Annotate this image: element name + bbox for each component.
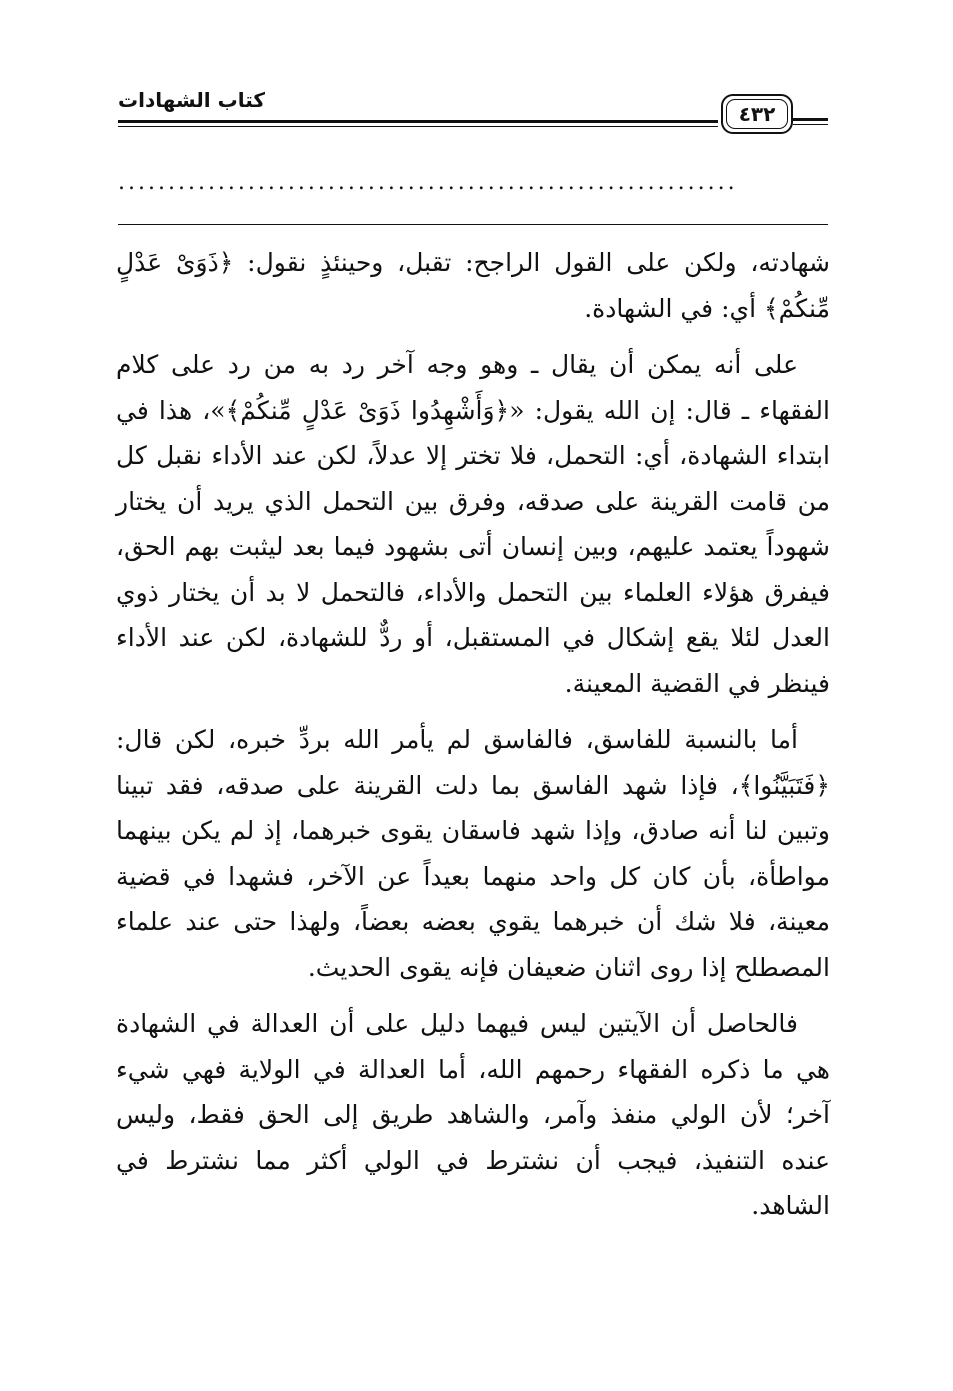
page-number-frame [721, 94, 793, 134]
header-rule-thin [118, 126, 718, 127]
page-number: ٤٣٢ [738, 102, 776, 126]
book-title: كتاب الشهادات [118, 88, 271, 112]
paragraph-3: أما بالنسبة للفاسق، فالفاسق لم يأمر الله بردِّ خبره، لكن قال: ﴿فَتَبَيَّنُوا﴾، فإذا شهد الفاسق بما دلت القرينة على صدقه، فقد تبينا وتبين لنا أنه صادق، وإذا شهد فاسقان يقوى خبرهما، إذ لم يكن بينهما مواطأة، بأن كان كل واحد منهما بعيداً عن الآخر، فشهدا في قضية معينة، فلا شك أن خبرهما يقوي بعضه بعضاً، ولهذا حتى عند علماء المصطلح إذا روى اثنان ضعيفان فإنه يقوى الحديث. [116, 725, 830, 982]
page-header [118, 88, 828, 138]
header-rule-right-thin [793, 124, 828, 125]
header-rule-right [793, 118, 828, 121]
dotted-line: .............................................................. [118, 172, 738, 194]
body-text [116, 240, 830, 1229]
separator-rule [118, 224, 828, 225]
paragraph-4: فالحاصل أن الآيتين ليس فيهما دليل على أن العدالة في الشهادة هي ما ذكره الفقهاء رحمهم الله، أما العدالة في الولاية فهي شيء آخر؛ لأن الولي منفذ وآمر، والشاهد طريق إلى الحق فقط، وليس عنده التنفيذ، فيجب أن نشترط في الولي أكثر مما نشترط في الشاهد. [116, 1009, 830, 1220]
paragraph-2: على أنه يمكن أن يقال ـ وهو وجه آخر رد به من رد على كلام الفقهاء ـ قال: إن الله يقول: «﴿وَأَشْهِدُوا ذَوَىْ عَدْلٍ مِّنكُمْ﴾»، هذا في ابتداء الشهادة، أي: التحمل، فلا تختر إلا عدلاً، لكن عند الأداء نقبل كل من قامت القرينة على صدقه، وفرق بين التحمل الذي يريد أن يختار شهوداً يعتمد عليهم، وبين إنسان أتى بشهود فيما بعد ليثبت بهم الحق، فيفرق هؤلاء العلماء بين التحمل والأداء، فالتحمل لا بد أن يختار ذوي العدل لئلا يقع إشكال في المستقبل، أو ردٌّ للشهادة، لكن عند الأداء فينظر في القضية المعينة. [116, 350, 830, 698]
header-rule [118, 120, 718, 123]
paragraph-1: شهادته، ولكن على القول الراجح: تقبل، وحينئذٍ نقول: ﴿ذَوَىْ عَدْلٍ مِّنكُمْ﴾ أي: في الشهادة. [116, 248, 830, 323]
